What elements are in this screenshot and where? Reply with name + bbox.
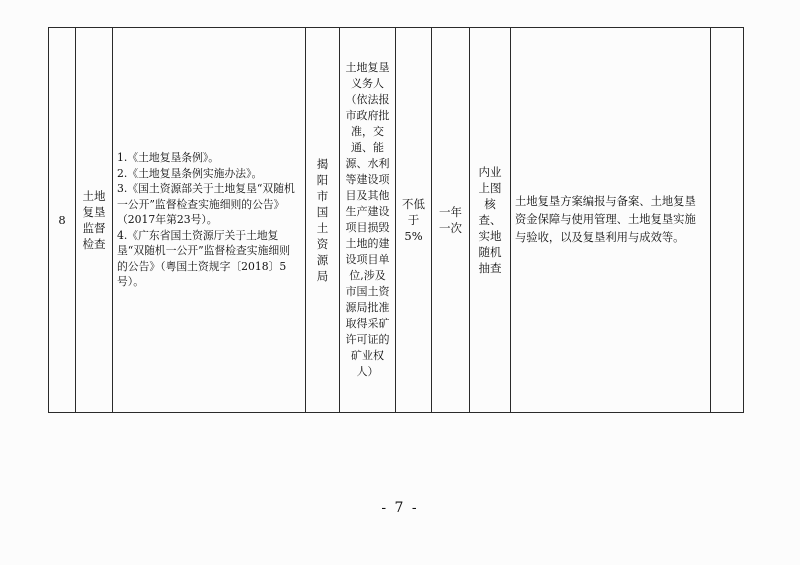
table-row	[49, 28, 744, 413]
row-number: 8	[49, 28, 76, 413]
inspection-object: 土地复垦义务人（依法报市政府批准，交通、能源、水利等建设项目及其他生产建设项目损毁土地的建设项目单位,涉及市国土资源局批准取得采矿许可证的矿业权人）	[345, 61, 390, 378]
basis-item: 3.《国土资源部关于土地复垦“双随机一公开”监督检查实施细则的公告》（2017年第23号）。	[117, 182, 295, 227]
inspection-table	[48, 27, 744, 413]
item-name-cell	[76, 28, 113, 413]
department: 揭阳市国土资源局	[316, 157, 329, 283]
frequency: 一年一次	[439, 205, 462, 235]
remark-cell	[711, 28, 744, 413]
frequency-cell	[432, 28, 470, 413]
department-cell	[306, 28, 340, 413]
basis-item: 2.《土地复垦条例实施办法》。	[117, 166, 263, 180]
basis-item: 1.《土地复垦条例》。	[117, 151, 220, 165]
ratio: 不低于5%	[402, 197, 425, 243]
page-number: - 7 -	[381, 500, 419, 516]
basis-item: 4.《广东省国土资源厅关于土地复垦“双随机一公开”监督检查实施细则的公告》（粤国土资规字〔2018〕5号）。	[117, 228, 290, 289]
basis-cell	[113, 28, 306, 413]
method-cell	[470, 28, 511, 413]
ratio-cell	[396, 28, 432, 413]
inspection-content: 土地复垦方案编报与备案、土地复垦资金保障与使用管理、土地复垦实施与验收，以及复垦利用与成效等。	[515, 195, 696, 244]
content-cell	[511, 28, 711, 413]
method: 内业上图核查、实地随机抽查	[478, 165, 502, 275]
inspection-object-cell	[340, 28, 396, 413]
item-name: 土地复垦监督检查	[82, 189, 106, 251]
